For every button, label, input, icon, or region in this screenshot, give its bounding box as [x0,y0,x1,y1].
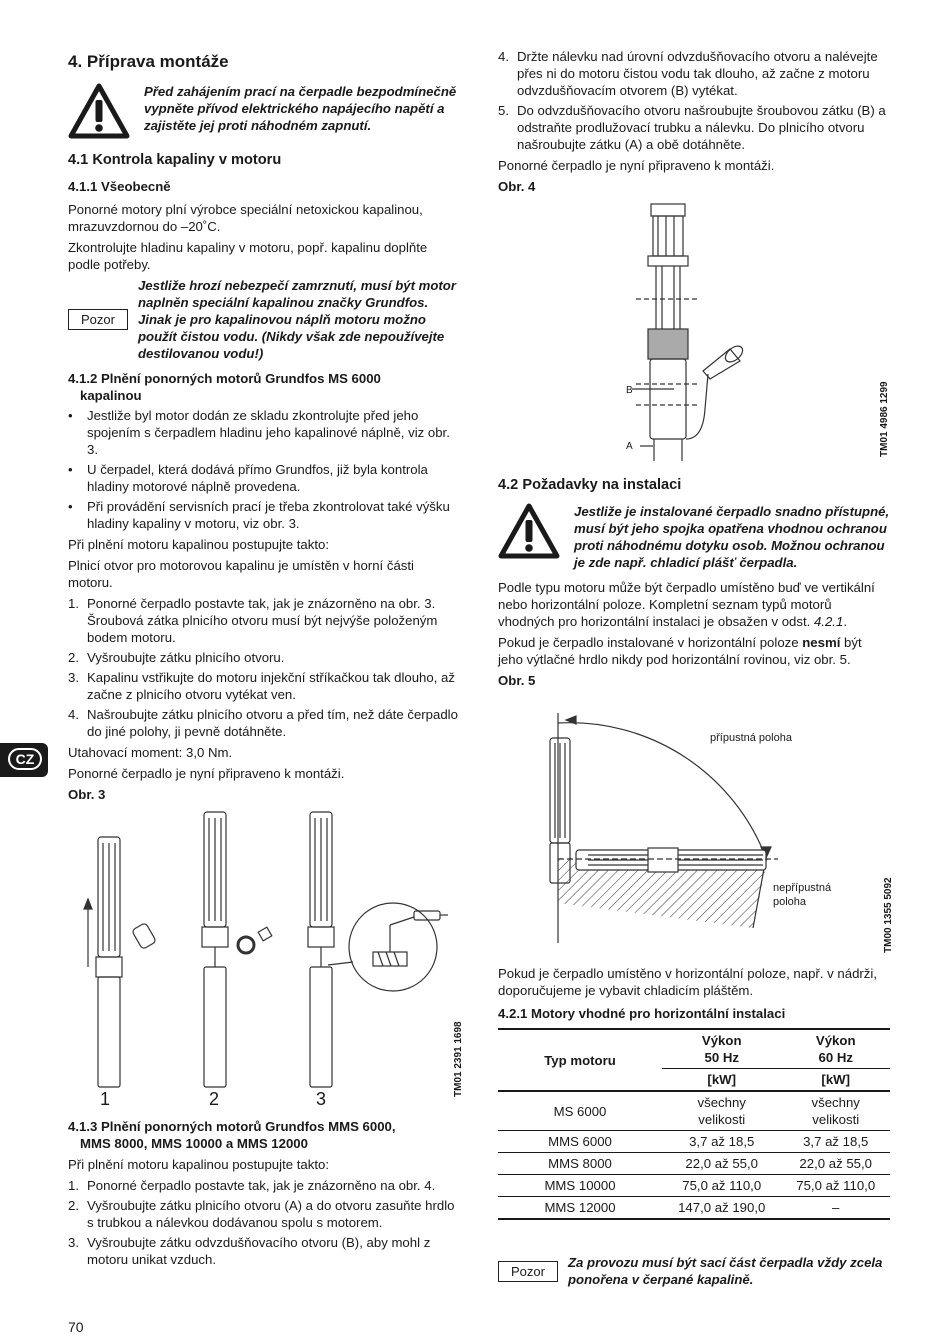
figure-3-label-3: 3 [315,1089,327,1107]
section-title: 4. Příprava montáže [68,52,229,71]
table-unit: [kW] [707,1072,736,1087]
warning-text: Před zahájením prací na čerpadle bezpodmínečně vypněte přívod elektrického napájecího napětí a zajistěte jej proti náhodném zapnutí. [144,84,457,133]
paragraph: Při plnění motoru kapalinou postupujte takto: [68,537,329,552]
caution-text: Jestliže hrozí nebezpečí zamrznutí, musí být motor naplněn speciální kapalinou značky Grundfos. Jinak je pro kapalinovou náplň motoru možno použít čistou vodu. (Nikdy však zde nepoužívejte destilovanou vodu!) [137,278,456,361]
list-item: • U čerpadel, která dodává přímo Grundfos, již byla kontrola hladiny motorové náplně provedena. [68,462,428,494]
warning-icon [68,83,144,143]
heading-4-1-2: 4.1.2 Plnění ponorných motorů Grundfos MS 6000 kapalinou [68,371,381,403]
motor-table [498,1028,890,1220]
list-item: 4. Držte nálevku nad úrovní odvzdušňovacího otvoru a nalévejte přes ni do motoru čistou vodu tak dlouho, až začne z motoru odvzdušňovacím otvorem (B) vytékat. [498,49,878,98]
paragraph: Ponorné motory plní výrobce speciální netoxickou kapalinou, mrazuvzdornou do –20˚C. [68,202,423,234]
list-item: 1. Ponorné čerpadlo postavte tak, jak je znázorněno na obr. 4. [68,1178,436,1193]
table-unit: [kW] [821,1072,850,1087]
table-row: MMS 10000 75,0 až 110,0 75,0 až 110,0 [498,1175,890,1197]
figure-label: Obr. 3 [68,787,106,802]
list-item: 1. Ponorné čerpadlo postavte tak, jak je znázorněno na obr. 3. Šroubová zátka plnicího otvoru musí být nejvýše položeným bodem motoru. [68,596,438,645]
figure-3-drawing [68,807,460,1107]
list-item: 4. Našroubujte zátku plnicího otvoru a před tím, než dáte čerpadlo do jiné polohy, ji pevně dotáhněte. [68,707,458,739]
heading-4-1: 4.1 Kontrola kapaliny v motoru [68,152,282,168]
figure-3 [68,807,464,1112]
left-column [68,48,464,1272]
list-item: 2. Vyšroubujte zátku plnicího otvoru (A) a do otvoru zasuňte hrdlo s trubkou a nálevkou dodávanou spolu s motorem. [68,1198,455,1230]
figure-3-label-1: 1 [99,1089,111,1107]
steps-list-continued [498,48,890,153]
table-row: MMS 8000 22,0 až 55,0 22,0 až 55,0 [498,1153,890,1175]
list-item: • Při provádění servisních prací je třeba zkontrolovat také výšku hladiny kapaliny v motoru, viz obr. 3. [68,499,450,531]
list-item: 2. Vyšroubujte zátku plnicího otvoru. [68,650,285,665]
paragraph: Ponorné čerpadlo je nyní připraveno k montáži. [68,766,345,781]
table-header: Typ motoru [498,1029,662,1091]
list-item: 3. Kapalinu vstřikujte do motoru injekční stříkačkou tak dlouho, až začne z plnicího otvoru vytékat ven. [68,670,455,702]
paragraph: Podle typu motoru může být čerpadlo umístěno buď ve vertikální nebo horizontální poloze. Kompletní seznam typů motorů vhodných pro horizontální instalaci je obsažen v odst. 4.2.1. [498,580,875,629]
steps-list [68,595,460,740]
paragraph: Ponorné čerpadlo je nyní připraveno k montáži. [498,158,775,173]
steps-list [68,1177,460,1268]
figure-4 [498,199,890,464]
heading-4-1-3: 4.1.3 Plnění ponorných motorů Grundfos MMS 6000, MMS 8000, MMS 10000 a MMS 12000 [68,1119,396,1151]
caution-label: Pozor [498,1261,558,1282]
figure-3-code: TM01 2391 1698 [453,1021,464,1097]
right-column [498,48,894,1296]
figure-5-label-allowed: přípustná poloha [710,732,792,744]
page-number: 70 [68,1319,84,1335]
figure-5-code: TM00 1355 5092 [883,877,894,953]
warning-block [68,83,460,143]
table-row: MMS 12000 147,0 až 190,0 – [498,1197,890,1220]
figure-5-label-forbidden-2: poloha [773,896,807,908]
figure-4-label-a: A [626,441,633,452]
table-row: MMS 6000 3,7 až 18,5 3,7 až 18,5 [498,1131,890,1153]
paragraph: Utahovací moment: 3,0 Nm. [68,745,233,760]
figure-5 [498,693,894,965]
caution-label: Pozor [68,309,128,330]
paragraph: Při plnění motoru kapalinou postupujte takto: [68,1157,329,1172]
warning-text: Jestliže je instalované čerpadlo snadno přístupné, musí být jeho spojka opatřena vhodnou ochranou proti náhodnému dotyku osob. Možnou ochranou je zde např. chladicí plášť čerpadla. [574,504,890,570]
caution-block [68,277,460,362]
table-row: MS 6000 všechny velikosti všechny velikosti [498,1091,890,1131]
figure-5-label-forbidden-1: nepřípustná [773,882,832,894]
figure-4-code: TM01 4986 1299 [879,381,890,457]
figure-3-label-2: 2 [208,1089,220,1107]
paragraph: Pokud je čerpadlo instalované v horizontální poloze nesmí být jeho výtlačné hrdlo nikdy pod horizontální rovinou, viz obr. 5. [498,635,862,667]
list-item: 3. Vyšroubujte zátku odvzdušňovacího otvoru (B), aby mohl z motoru unikat vzduch. [68,1235,431,1267]
figure-4-drawing [498,199,890,461]
language-tab: CZ [0,743,48,777]
table-header: Výkon 50 Hz [662,1029,781,1069]
warning-block [498,503,890,571]
figure-4-label-b: B [626,385,633,396]
caution-block [498,1254,890,1288]
heading-4-2: 4.2 Požadavky na instalaci [498,477,682,493]
paragraph: Plnicí otvor pro motorovou kapalinu je umístěn v horní části motoru. [68,558,414,590]
list-item: • Jestliže byl motor dodán ze skladu zkontrolujte před jeho spojením s čerpadlem hladinu jeho kapalinové náplně, viz obr. 3. [68,408,450,457]
figure-5-drawing [498,693,890,961]
table-header: Výkon 60 Hz [781,1029,890,1069]
caution-text: Za provozu musí být sací část čerpadla vždy zcela ponořena v čerpané kapalině. [567,1255,883,1287]
heading-4-1-1: 4.1.1 Všeobecně [68,179,171,194]
figure-label: Obr. 5 [498,673,536,688]
heading-4-2-1: 4.2.1 Motory vhodné pro horizontální instalaci [498,1006,786,1021]
paragraph: Pokud je čerpadlo umístěno v horizontální poloze, např. v nádrži, doporučujeme je vybavit chladicím pláštěm. [498,966,877,998]
list-item: 5. Do odvzdušňovacího otvoru našroubujte šroubovou zátku (B) a odstraňte prodlužovací trubku a nálevku. Do plnicího otvoru našroubujte zátku (A) a obě dotáhněte. [498,103,886,152]
bullet-list [68,407,460,532]
figure-label: Obr. 4 [498,179,536,194]
paragraph: Zkontrolujte hladinu kapaliny v motoru, popř. kapalinu doplňte podle potřeby. [68,240,428,272]
warning-icon [498,503,574,563]
